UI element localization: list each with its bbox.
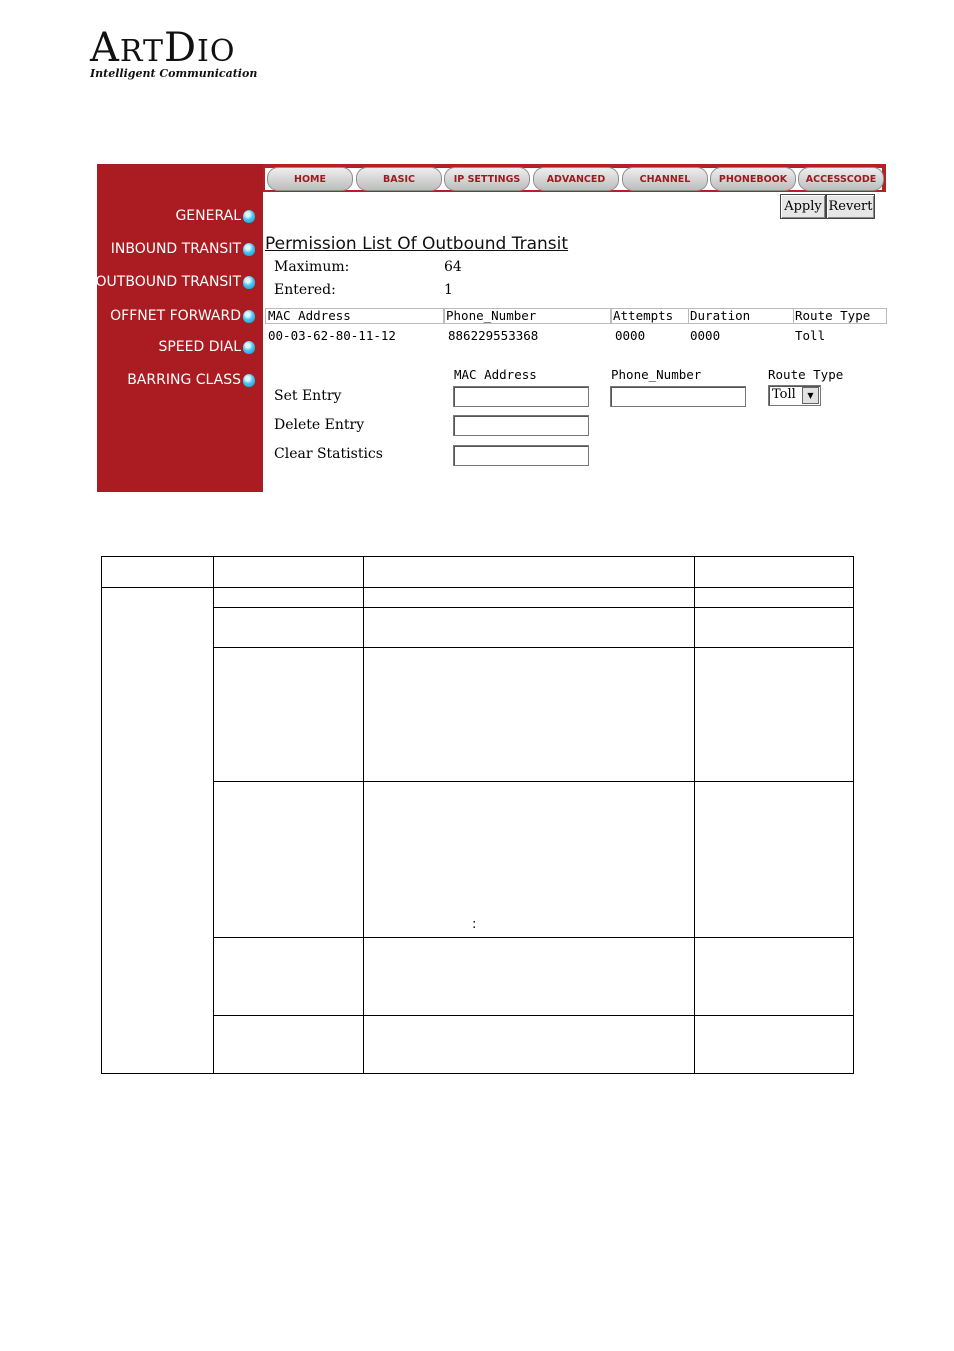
tab-phonebook[interactable]: PHONEBOOK [710,167,796,191]
clear-statistics-mac-input[interactable] [453,445,589,466]
logo-brand: ARTDIO [90,25,236,71]
row-mac-address: 00-03-62-80-11-12 [268,328,396,343]
sidebar-item-outbound-transit[interactable]: OUTBOUND TRANSIT [96,272,255,292]
maximum-value: 64 [444,259,462,275]
form-mac-header: MAC Address [454,367,537,382]
bulb-icon [243,341,255,354]
bulb-icon [243,310,255,323]
table-rule [213,1015,854,1016]
sidebar-item-offnet-forward[interactable]: OFFNET FORWARD [110,306,255,326]
col-route-type: Route Type [795,308,871,323]
tab-accesscode[interactable]: ACCESSCODE [798,167,884,191]
bulb-icon [243,243,255,256]
col-attempts: Attempts [613,308,674,323]
router-web-ui [97,164,886,492]
bulb-icon [243,210,255,223]
route-type-value: Toll [772,387,796,402]
sidebar [97,164,263,492]
page-title: Permission List Of Outbound Transit [265,234,569,254]
tab-channel[interactable]: CHANNEL [622,167,708,191]
set-entry-mac-input[interactable] [453,386,589,407]
row-route-type: Toll [795,328,826,343]
row-attempts: 0000 [615,328,646,343]
entered-label: Entered: [274,282,336,298]
col-mac-address: MAC Address [268,308,351,323]
table-rule [363,556,364,1074]
table-rule [213,607,854,608]
form-phone-header: Phone_Number [611,367,702,382]
sidebar-item-barring-class[interactable]: BARRING CLASS [127,370,255,390]
table-rule [213,556,214,1074]
table-rule [213,781,854,782]
bulb-icon [243,374,255,387]
stray-colon: : [472,917,477,932]
table-rule [694,556,695,1074]
tab-home[interactable]: HOME [267,167,353,191]
artdio-logo [88,26,258,84]
clear-statistics-label: Clear Statistics [274,446,383,462]
col-duration: Duration [690,308,751,323]
delete-entry-mac-input[interactable] [453,415,589,436]
row-phone-number: 886229553368 [448,328,539,343]
chevron-down-icon[interactable]: ▼ [802,387,819,404]
sidebar-item-general[interactable]: GENERAL [175,206,255,226]
sidebar-item-inbound-transit[interactable]: INBOUND TRANSIT [111,239,255,259]
col-phone-number: Phone_Number [446,308,537,323]
table-rule [213,937,854,938]
table-rule [101,587,854,588]
route-type-select[interactable] [768,385,821,406]
table-rule [101,556,102,1074]
revert-button[interactable]: Revert [826,194,875,219]
table-rule [853,556,854,1074]
bulb-icon [243,276,255,289]
sidebar-item-speed-dial[interactable]: SPEED DIAL [158,337,255,357]
form-route-header: Route Type [768,367,844,382]
set-entry-phone-input[interactable] [610,386,746,407]
table-rule [213,647,854,648]
tab-ip-settings[interactable]: IP SETTINGS [444,167,530,191]
entered-value: 1 [444,282,453,298]
maximum-label: Maximum: [274,259,350,275]
set-entry-label: Set Entry [274,388,342,404]
apply-button[interactable]: Apply [780,194,826,219]
logo-tagline: Intelligent Communication [90,67,258,80]
row-duration: 0000 [690,328,721,343]
tab-advanced[interactable]: ADVANCED [533,167,619,191]
tab-basic[interactable]: BASIC [356,167,442,191]
delete-entry-label: Delete Entry [274,417,365,433]
